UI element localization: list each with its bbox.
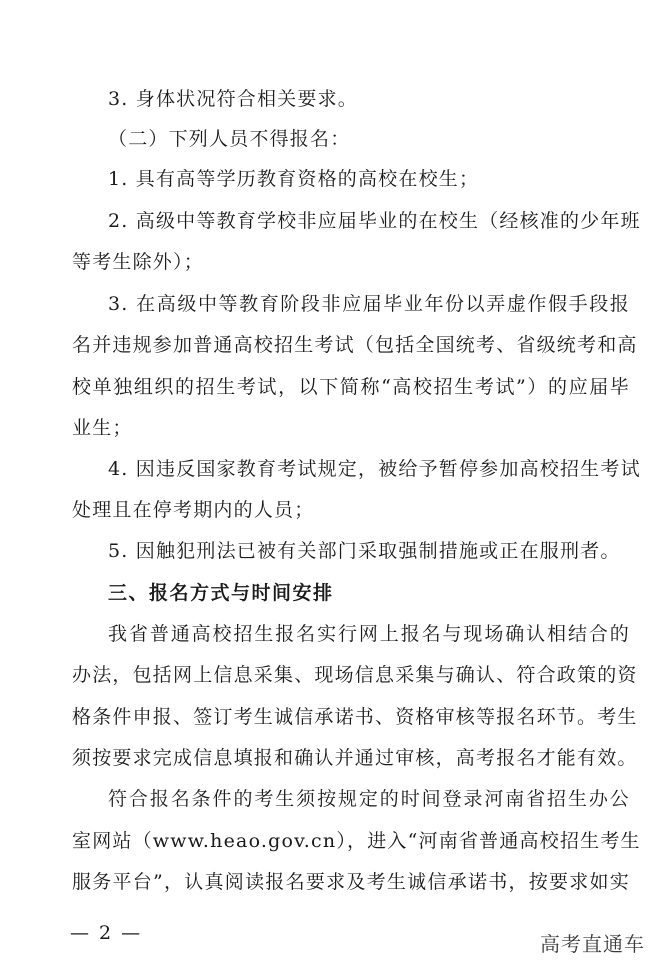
text-line: 等考生除外）； (72, 251, 204, 273)
text-line: 5. 因触犯刑法已被有关部门采取强制措施或正在服刑者。 (108, 540, 621, 562)
text-line: 符合报名条件的考生须按规定的时间登录河南省招生办公 (108, 788, 630, 810)
text-line: 处理且在停考期内的人员； (72, 499, 315, 521)
section-heading: 三、报名方式与时间安排 (108, 582, 334, 604)
text-line: 4. 因违反国家教育考试规定，被给予暂停参加高校招生考试 (108, 458, 641, 480)
text-line: 我省普通高校招生报名实行网上报名与现场确认相结合的 (108, 623, 630, 645)
text-line: 3. 在高级中等教育阶段非应届毕业年份以弄虚作假手段报 (108, 293, 630, 315)
text-line: 格条件申报、签订考生诚信承诺书、资格审核等报名环节。考生 (72, 706, 638, 728)
text-line: 服务平台”，认真阅读报名要求及考生诚信承诺书，按要求如实 (72, 871, 630, 893)
text-line: 须按要求完成信息填报和确认并通过审核，高考报名才能有效。 (72, 747, 638, 769)
text-line: 办法，包括网上信息采集、现场信息采集与确认、符合政策的资 (72, 664, 638, 686)
text-line: 3. 身体状况符合相关要求。 (108, 88, 358, 110)
text-line: 校单独组织的招生考试，以下简称“高校招生考试”）的应届毕 (72, 376, 630, 398)
text-line: 1. 具有高等学历教育资格的高校在校生； (108, 168, 480, 190)
text-line: 2. 高级中等教育学校非应届毕业的在校生（经核准的少年班 (108, 210, 641, 232)
page-number: — 2 — (70, 922, 143, 944)
text-line: 名并违规参加普通高校招生考试（包括全国统考、省级统考和高 (72, 334, 638, 356)
text-line: 室网站（www.heao.gov.cn），进入“河南省普通高校招生考生 (72, 830, 641, 852)
watermark: 高考直通车 (540, 932, 645, 956)
text-line: 业生； (72, 417, 133, 439)
text-line: （二）下列人员不得报名： (108, 128, 351, 150)
